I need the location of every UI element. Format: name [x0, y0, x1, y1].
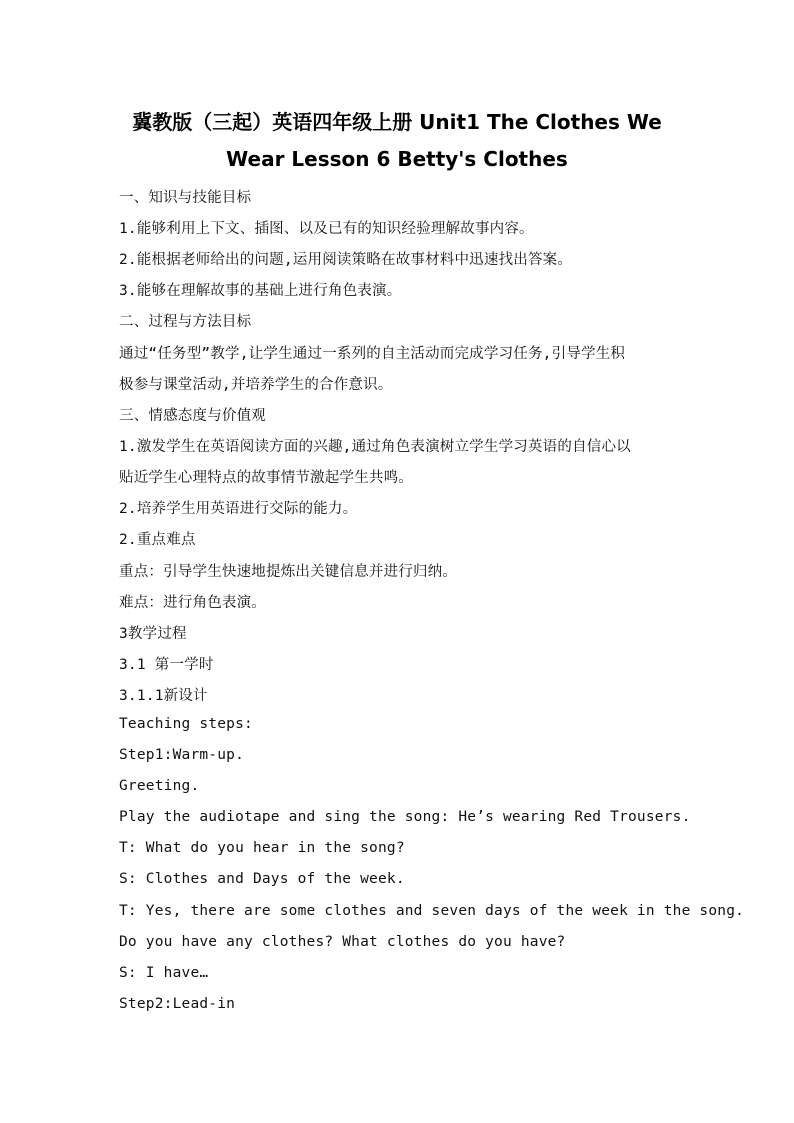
- text-line: 2.能根据老师给出的问题,运用阅读策略在故事材料中迅速找出答案。: [119, 252, 573, 268]
- text-line: T: Yes, there are some clothes and seven days of the week in the song.: [119, 903, 745, 919]
- text-line: 2.培养学生用英语进行交际的能力。: [119, 501, 358, 517]
- text-line: 难点：进行角色表演。: [119, 595, 266, 611]
- text-line: 2.重点难点: [119, 532, 196, 548]
- text-line: 3教学过程: [119, 626, 187, 642]
- text-line: S: Clothes and Days of the week.: [119, 871, 405, 887]
- document-title-line-1: 冀教版（三起）英语四年级上册 Unit1 The Clothes We: [132, 110, 662, 134]
- text-line: 3.1 第一学时: [119, 657, 214, 673]
- text-line: 1.激发学生在英语阅读方面的兴趣,通过角色表演树立学生学习英语的自信心以: [119, 439, 631, 455]
- text-line: 1.能够利用上下文、插图、以及已有的知识经验理解故事内容。: [119, 221, 534, 237]
- text-line: Step2:Lead-in: [119, 996, 236, 1012]
- text-line: 二、过程与方法目标: [119, 314, 252, 330]
- document-title-line-2: Wear Lesson 6 Betty's Clothes: [226, 147, 568, 171]
- text-line: Play the audiotape and sing the song: He’s wearing Red Trousers.: [119, 809, 691, 825]
- text-line: 极参与课堂活动,并培养学生的合作意识。: [119, 377, 393, 393]
- text-line: T: What do you hear in the song?: [119, 840, 405, 856]
- text-line: 贴近学生心理特点的故事情节激起学生共鸣。: [119, 470, 413, 486]
- text-line: Teaching steps:: [119, 716, 253, 732]
- text-line: 三、情感态度与价值观: [119, 408, 266, 424]
- text-line: Step1:Warm-up.: [119, 747, 245, 763]
- text-line: Do you have any clothes? What clothes do you have?: [119, 934, 566, 950]
- text-line: 一、知识与技能目标: [119, 190, 252, 206]
- text-line: 重点：引导学生快速地提炼出关键信息并进行归纳。: [119, 564, 458, 580]
- text-line: S: I have…: [119, 965, 209, 981]
- text-line: 通过“任务型”教学,让学生通过一系列的自主活动而完成学习任务,引导学生积: [119, 346, 626, 362]
- text-line: 3.1.1新设计: [119, 688, 208, 704]
- text-line: 3.能够在理解故事的基础上进行角色表演。: [119, 283, 402, 299]
- text-line: Greeting.: [119, 778, 200, 794]
